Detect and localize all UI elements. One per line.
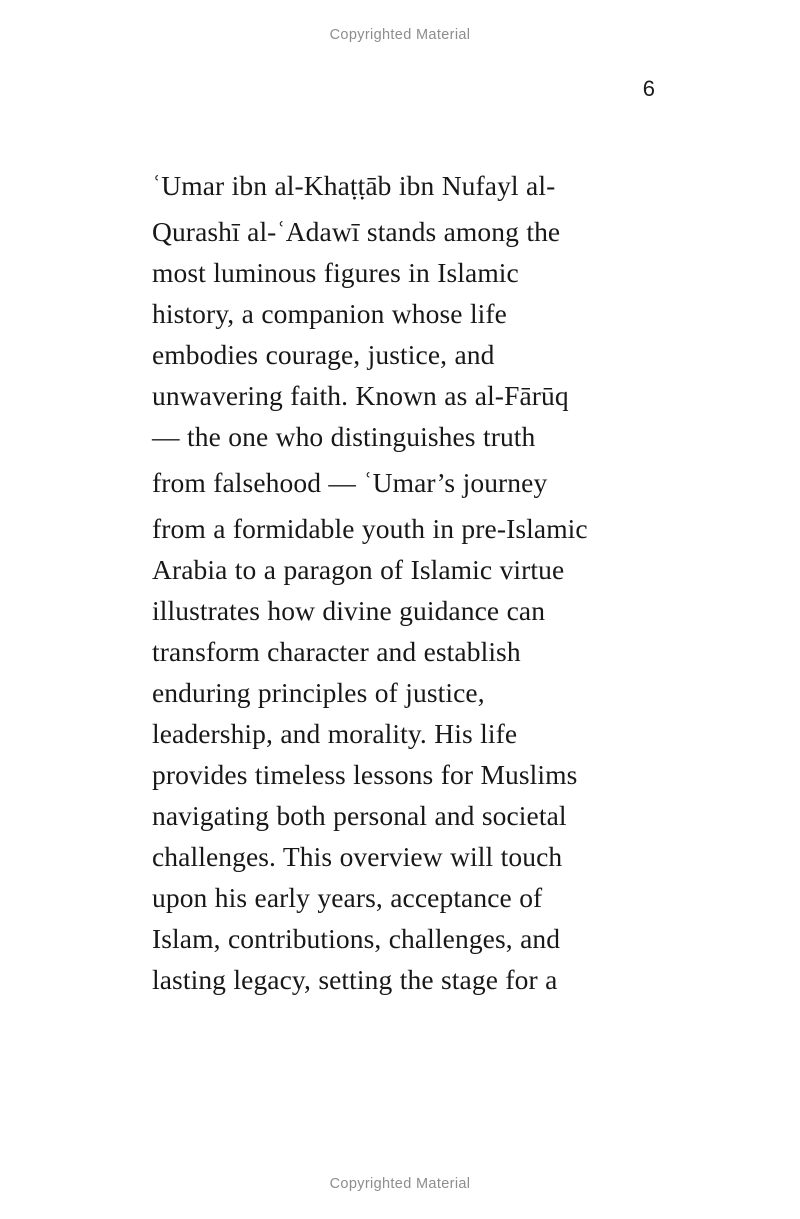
text-line: from a formidable youth in pre-Islamic [152, 513, 588, 544]
text-line: ʿUmar ibn al-Khaṭṭāb ibn Nufayl al- [152, 170, 556, 201]
paragraph-block [152, 165, 662, 206]
page-number: 6 [642, 76, 655, 101]
text-line: provides timeless lessons for Muslims [152, 759, 578, 790]
text-line: unwavering faith. Known as al-Fārūq [152, 380, 569, 411]
text-line: from falsehood — ʿUmar’s journey [152, 467, 548, 498]
text-line: Arabia to a paragon of Islamic virtue [152, 554, 565, 585]
copyright-watermark-bottom: Copyrighted Material [329, 1176, 471, 1192]
text-line: embodies courage, justice, and [152, 339, 495, 370]
text-line: illustrates how divine guidance can [152, 595, 546, 626]
copyright-watermark-top: Copyrighted Material [329, 27, 471, 43]
text-line: upon his early years, acceptance of [152, 882, 543, 913]
text-line: transform character and establish [152, 636, 521, 667]
paragraph-block [152, 508, 662, 1000]
text-line: Islam, contributions, challenges, and [152, 923, 561, 954]
paragraph-block [152, 462, 662, 503]
text-line: lasting legacy, setting the stage for a [152, 964, 558, 995]
text-line: — the one who distinguishes truth [152, 421, 536, 452]
paragraph-block [152, 252, 662, 457]
text-line: challenges. This overview will touch [152, 841, 563, 872]
text-line: enduring principles of justice, [152, 677, 485, 708]
text-line: history, a companion whose life [152, 298, 507, 329]
body-text-container [152, 165, 662, 1000]
text-line: navigating both personal and societal [152, 800, 567, 831]
paragraph-block [152, 211, 662, 252]
text-line: most luminous figures in Islamic [152, 257, 519, 288]
text-line: leadership, and morality. His life [152, 718, 518, 749]
text-line: Qurashī al-ʿAdawī stands among the [152, 216, 561, 247]
